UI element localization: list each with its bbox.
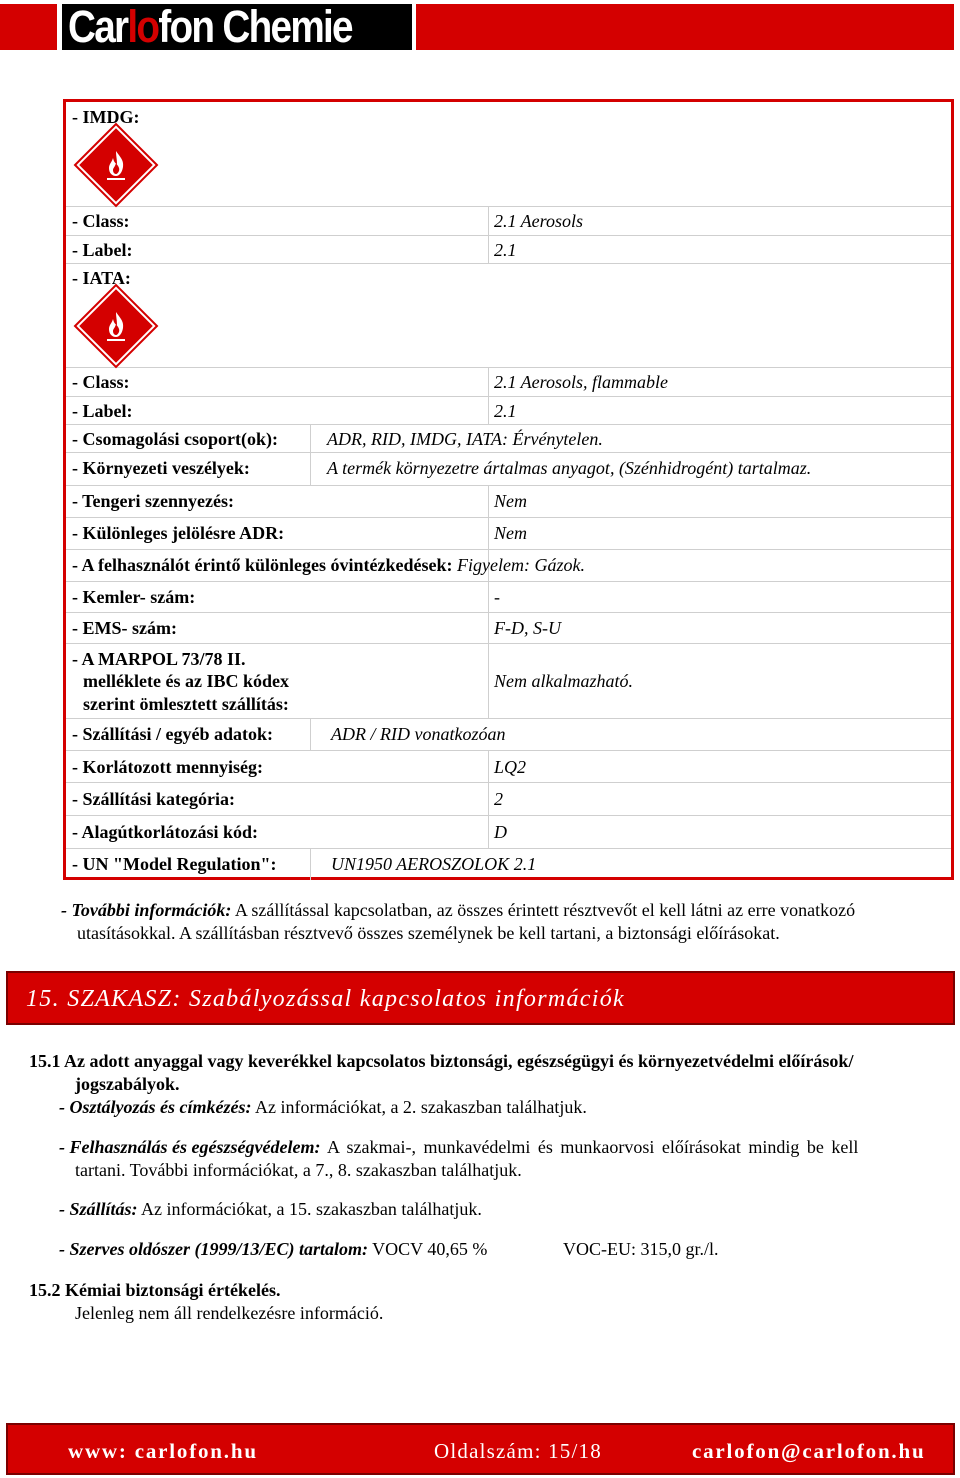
special-precautions-row: - A felhasználót érintő különleges óvintézkedések: Figyelem: Gázok. [72,555,585,575]
subsection-15-1-heading-cont: jogszabályok. [75,1074,180,1094]
packing-group-value: ADR, RID, IMDG, IATA: Érvénytelen. [327,429,603,449]
health-protection-cont: tartani. További információkat, a 7., 8. szakaszban találhatjuk. [75,1160,522,1180]
imdg-label-label: - Label: [72,240,133,260]
iata-class-label: - Class: [72,372,130,392]
marine-pollutant-value: Nem [494,491,527,511]
footer-email-link[interactable]: carlofon@carlofon.hu [692,1439,926,1463]
ems-number-label: - EMS- szám: [72,618,177,638]
transport-category-value: 2 [494,789,503,809]
marpol-label-line2: melléklete és az IBC kódex [83,671,289,691]
marpol-value: Nem alkalmazható. [494,671,633,691]
subsection-15-1-heading: 15.1 Az adott anyaggal vagy keverékkel kapcsolatos biztonsági, egészségügyi és környezetvédelmi előírások/ [29,1051,854,1071]
marpol-label-line1: - A MARPOL 73/78 II. [72,649,246,669]
packing-group-label: - Csomagolási csoport(ok): [72,429,278,449]
flame-icon [96,306,136,346]
section-title: 15. SZAKASZ: Szabályozással kapcsolatos információk [26,986,625,1012]
company-logo: Carlofon Chemie [68,1,352,52]
limited-quantity-value: LQ2 [494,757,527,777]
un-model-regulation-value: UN1950 AEROSZOLOK 2.1 [331,854,537,874]
environmental-hazards-value: A termék környezetre ártalmas anyagot, (Szénhidrogént) tartalmaz. [327,458,812,478]
kemler-number-label: - Kemler- szám: [72,587,196,607]
page-footer [6,1423,955,1475]
special-marking-value: Nem [494,523,527,543]
flame-hazard-diamond-icon [76,286,155,365]
imdg-label-value: 2.1 [494,240,517,260]
un-model-regulation-label: - UN "Model Regulation": [72,854,277,874]
iata-class-value: 2.1 Aerosols, flammable [494,372,668,392]
transport-info-box [63,99,954,880]
special-marking-label: - Különleges jelölésre ADR: [72,523,285,543]
further-info-label: - További információk: [61,900,232,920]
solvent-voc-eu: VOC-EU: 315,0 gr./l. [563,1239,719,1259]
marpol-label-line3: szerint ömlesztett szállítás: [83,694,289,714]
flame-hazard-diamond-icon [76,125,155,204]
kemler-number-value: - [494,587,500,607]
further-information: - További információk: A szállítással kapcsolatban, az összes érintett résztvevőt el kell látni az erre vonatkozó utasításokkal. A szállításban résztvevő összes személynek be kell tartani, a biztonsági előírásokat. [61,900,856,943]
header-red-block-left [0,4,57,50]
subsection-15-2-heading: 15.2 Kémiai biztonsági értékelés. [29,1280,281,1300]
flame-icon [96,145,136,185]
solvent-content-row: - Szerves oldószer (1999/13/EC) tartalom: VOCV 40,65 % [59,1239,488,1259]
other-data-label: - Szállítási / egyéb adatok: [72,724,273,744]
transport-ref-row: - Szállítás: Az információkat, a 15. szakaszban találhatjuk. [59,1199,482,1219]
imdg-class-value: 2.1 Aerosols [494,211,584,231]
environmental-hazards-label: - Környezeti veszélyek: [72,458,250,478]
limited-quantity-label: - Korlátozott mennyiség: [72,757,263,777]
imdg-heading: - IMDG: [72,107,140,127]
subsection-15-2-text: Jelenleg nem áll rendelkezésre információ. [75,1303,384,1323]
classification-row: - Osztályozás és címkézés: Az információkat, a 2. szakaszban találhatjuk. [59,1097,587,1117]
iata-label-value: 2.1 [494,401,517,421]
iata-label-label: - Label: [72,401,133,421]
section-15-heading [6,971,955,1025]
transport-category-label: - Szállítási kategória: [72,789,235,809]
health-protection-row: - Felhasználás és egészségvédelem: A szakmai-, munkavédelmi és munkaorvosi előírásokat mindig be kell [59,1137,859,1157]
header-red-block-right [416,4,954,50]
footer-page-number: Oldalszám: 15/18 [434,1439,602,1463]
iata-heading: - IATA: [72,268,131,288]
imdg-class-label: - Class: [72,211,130,231]
ems-number-value: F-D, S-U [494,618,561,638]
marine-pollutant-label: - Tengeri szennyezés: [72,491,234,511]
tunnel-code-value: D [494,822,507,842]
page-header [0,0,960,55]
footer-website-link[interactable]: www: carlofon.hu [68,1439,258,1463]
tunnel-code-label: - Alagútkorlátozási kód: [72,822,259,842]
other-data-value: ADR / RID vonatkozóan [331,724,506,744]
